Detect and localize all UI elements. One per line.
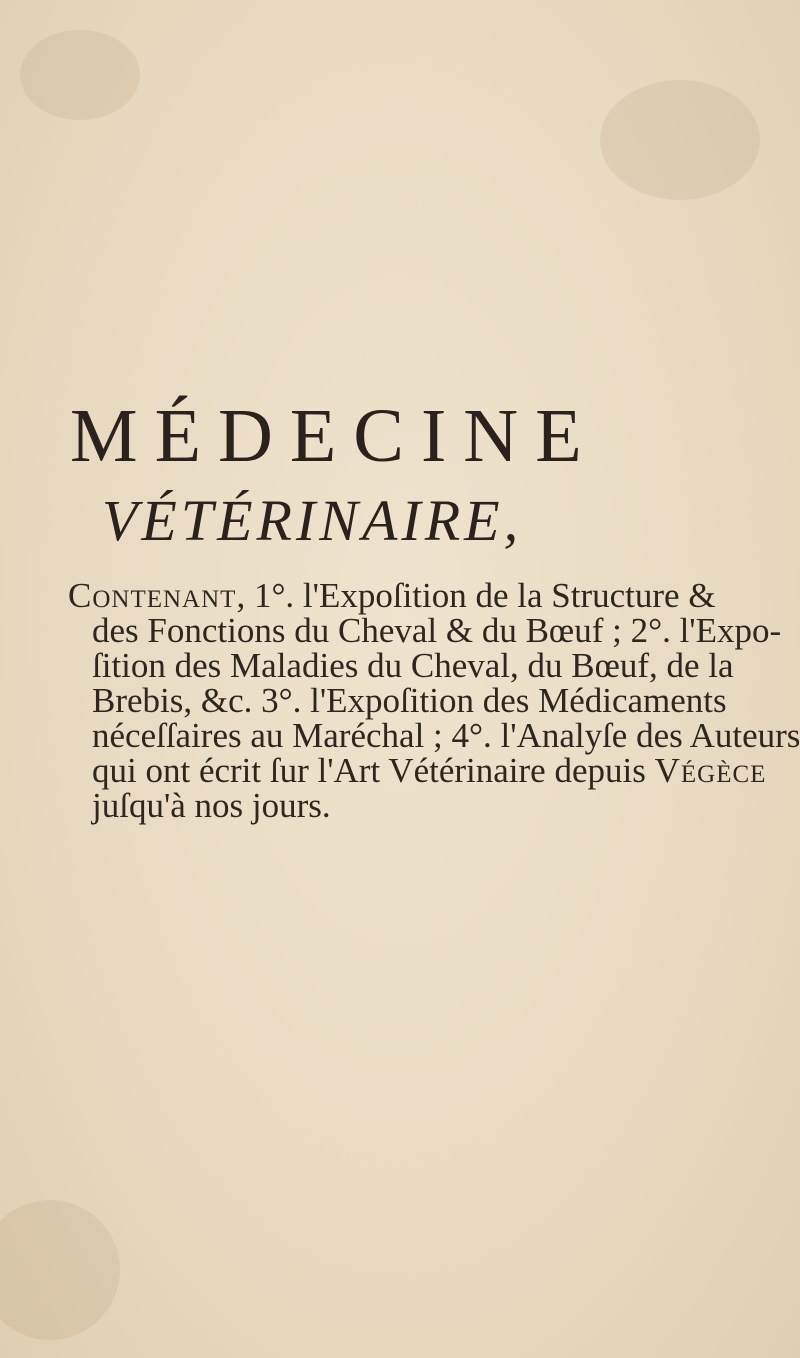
title-subtitle: VÉTÉRINAIRE, bbox=[102, 488, 523, 553]
author-name: Végèce bbox=[654, 751, 767, 790]
text-line: Contenant, 1°. l'Expoſition de la Structure & bbox=[68, 576, 716, 615]
lead-word: Contenant bbox=[68, 576, 237, 615]
title-main: MÉDECINE bbox=[70, 394, 599, 478]
text-line: néceſſaires au Maréchal ; 4°. l'Analyſe des Auteurs bbox=[92, 716, 800, 755]
text-line: ſition des Maladies du Cheval, du Bœuf, de la bbox=[92, 646, 734, 685]
contents-description bbox=[68, 576, 800, 825]
text-line: Brebis, &c. 3°. l'Expoſition des Médicaments bbox=[92, 681, 727, 720]
paper-stain bbox=[20, 30, 140, 120]
text-line: des Fonctions du Cheval & du Bœuf ; 2°. l'Expo- bbox=[92, 611, 782, 650]
text-line: juſqu'à nos jours. bbox=[92, 786, 331, 825]
text-line: qui ont écrit ſur l'Art Vétérinaire depuis Végèce bbox=[92, 751, 767, 790]
paper-stain bbox=[600, 80, 760, 200]
paper-stain bbox=[0, 1200, 120, 1340]
